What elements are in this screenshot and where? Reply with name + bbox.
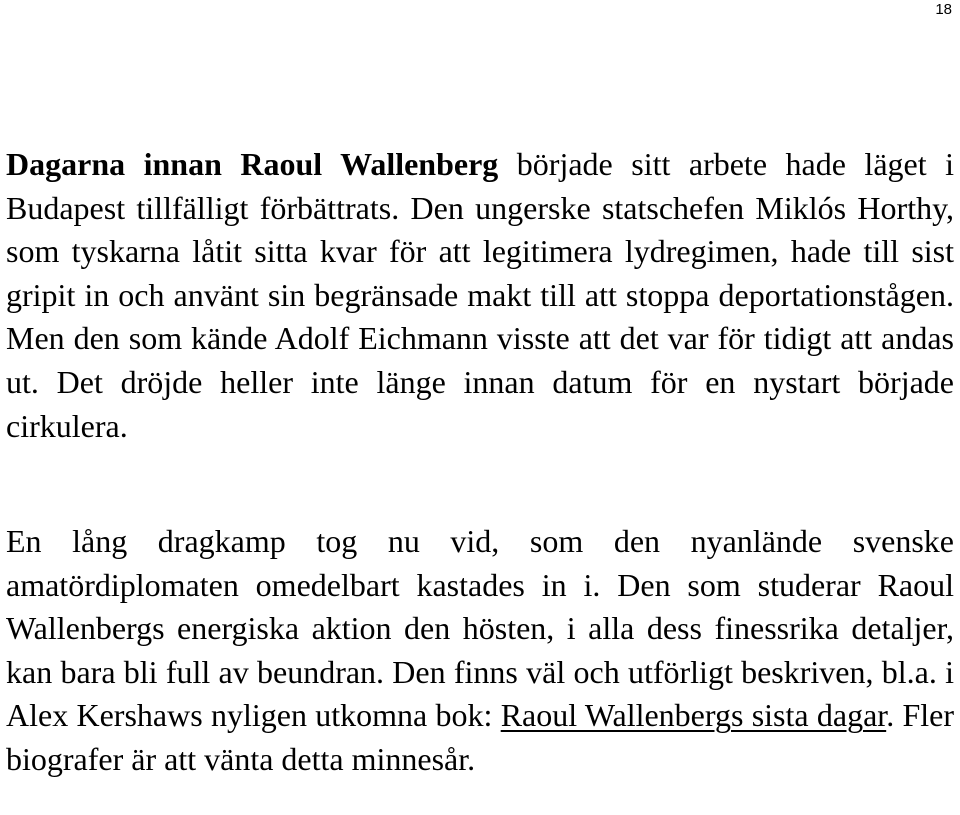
page-number: 18 bbox=[935, 1, 952, 18]
paragraph-2-text-before: En lång dragkamp tog nu vid, som den nyanlände svenske amatördiplomaten omedelbart kastades in i. Den som studerar Raoul Wallenbergs energiska aktion den hösten, i alla dess finessrika detaljer, kan bara bli full av beundran. Den finns väl och utförligt beskriven, bl.a. i Alex Kershaws nyligen utkomna bok: bbox=[6, 523, 954, 734]
bold-lead-text: Dagarna innan Raoul Wallenberg bbox=[6, 146, 499, 182]
paragraph-1 bbox=[6, 143, 954, 448]
paragraph-1-text: började sitt arbete hade läget i Budapest tillfälligt förbättrats. Den ungerske statschefen Miklós Horthy, som tyskarna låtit sitta kvar för att legitimera lydregimen, hade till sist gripit in och använt sin begränsade makt till att stoppa deportationstågen. Men den som kände Adolf Eichmann visste att det var för tidigt att andas ut. Det dröjde heller inte länge innan datum för en nystart började cirkulera. bbox=[6, 146, 955, 444]
paragraph-2 bbox=[6, 520, 954, 782]
book-title: Raoul Wallenbergs sista dagar bbox=[500, 697, 887, 734]
paragraph-2-text-after: . Fler biografer är att vänta detta minnesår. bbox=[6, 697, 955, 777]
